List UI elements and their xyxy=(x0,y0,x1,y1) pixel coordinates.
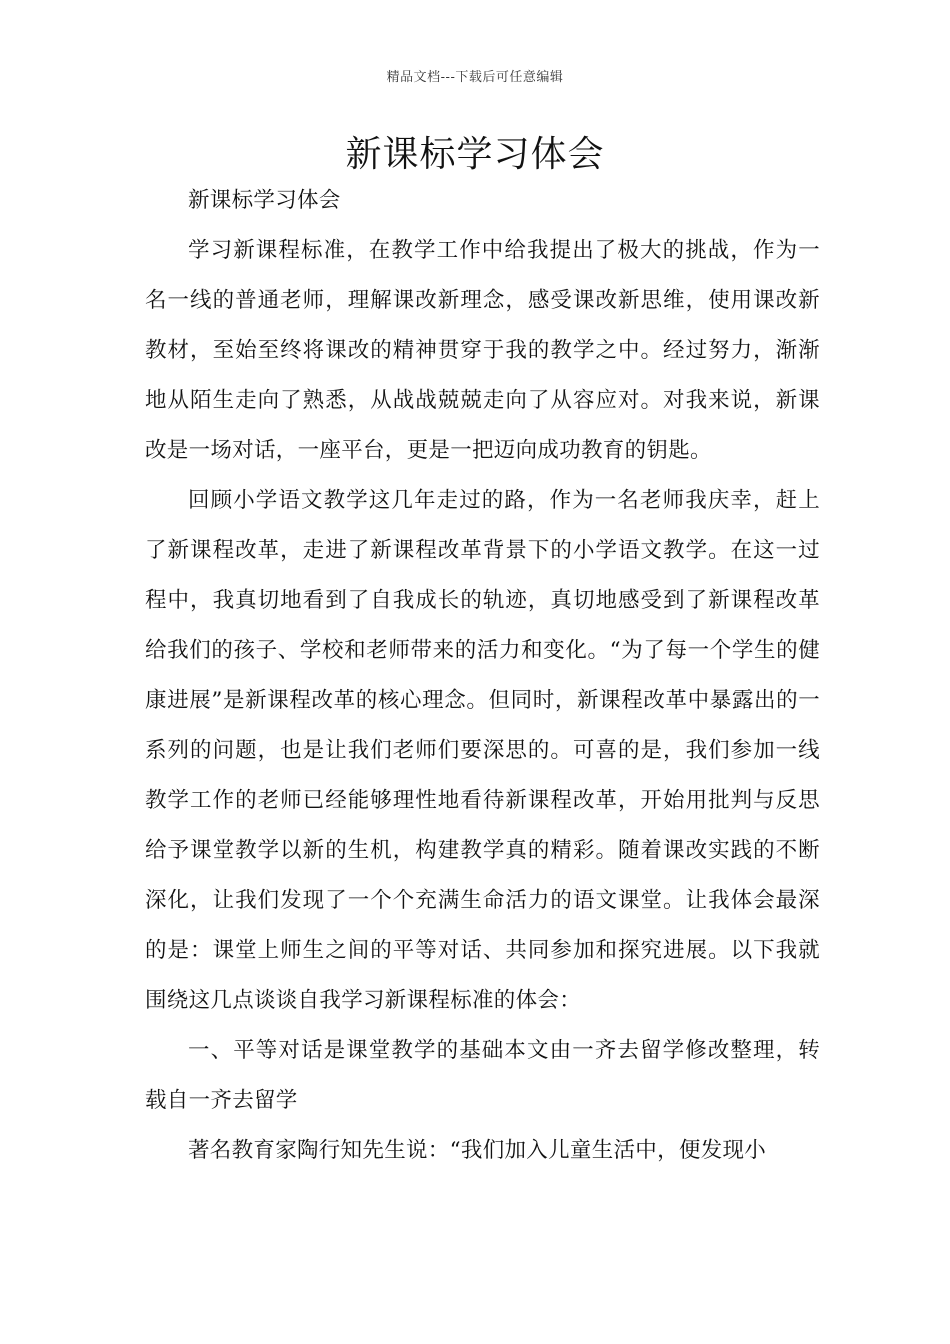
paragraph-review: 回顾小学语文教学这几年走过的路，作为一名老师我庆幸，赶上了新课程改革，走进了新课程改革背景下的小学语文教学。在这一过程中，我真切地看到了自我成长的轨迹，真切地感受到了新课程改革给我们的孩子、学校和老师带来的活力和变化。“为了每一个学生的健康进展”是新课程改革的核心理念。但同时，新课程改革中暴露出的一系列的问题，也是让我们老师们要深思的。可喜的是，我们参加一线教学工作的老师已经能够理性地看待新课程改革，开始用批判与反思给予课堂教学以新的生机，构建教学真的精彩。随着课改实践的不断深化，让我们发现了一个个充满生命活力的语文课堂。让我体会最深的是：课堂上师生之间的平等对话、共同参加和探究进展。以下我就围绕这几点谈谈自我学习新课程标准的体会： xyxy=(145,488,820,1013)
document-body xyxy=(145,176,820,1176)
paragraph-section-one: 一、平等对话是课堂教学的基础本文由一齐去留学修改整理，转载自一齐去留学 xyxy=(145,1038,820,1113)
paragraph-intro: 学习新课程标准，在教学工作中给我提出了极大的挑战，作为一名一线的普通老师，理解课改新理念，感受课改新思维，使用课改新教材，至始至终将课改的精神贯穿于我的教学之中。经过努力，渐渐地从陌生走向了熟悉，从战战兢兢走向了从容应对。对我来说，新课改是一场对话，一座平台，更是一把迈向成功教育的钥匙。 xyxy=(145,238,820,463)
paragraph-quote: 著名教育家陶行知先生说：“我们加入儿童生活中，便发现小 xyxy=(188,1138,767,1163)
document-title: 新课标学习体会 xyxy=(345,134,605,175)
header-note: 精品文档---下载后可任意编辑 xyxy=(386,70,564,85)
paragraph-subtitle: 新课标学习体会 xyxy=(188,188,341,213)
